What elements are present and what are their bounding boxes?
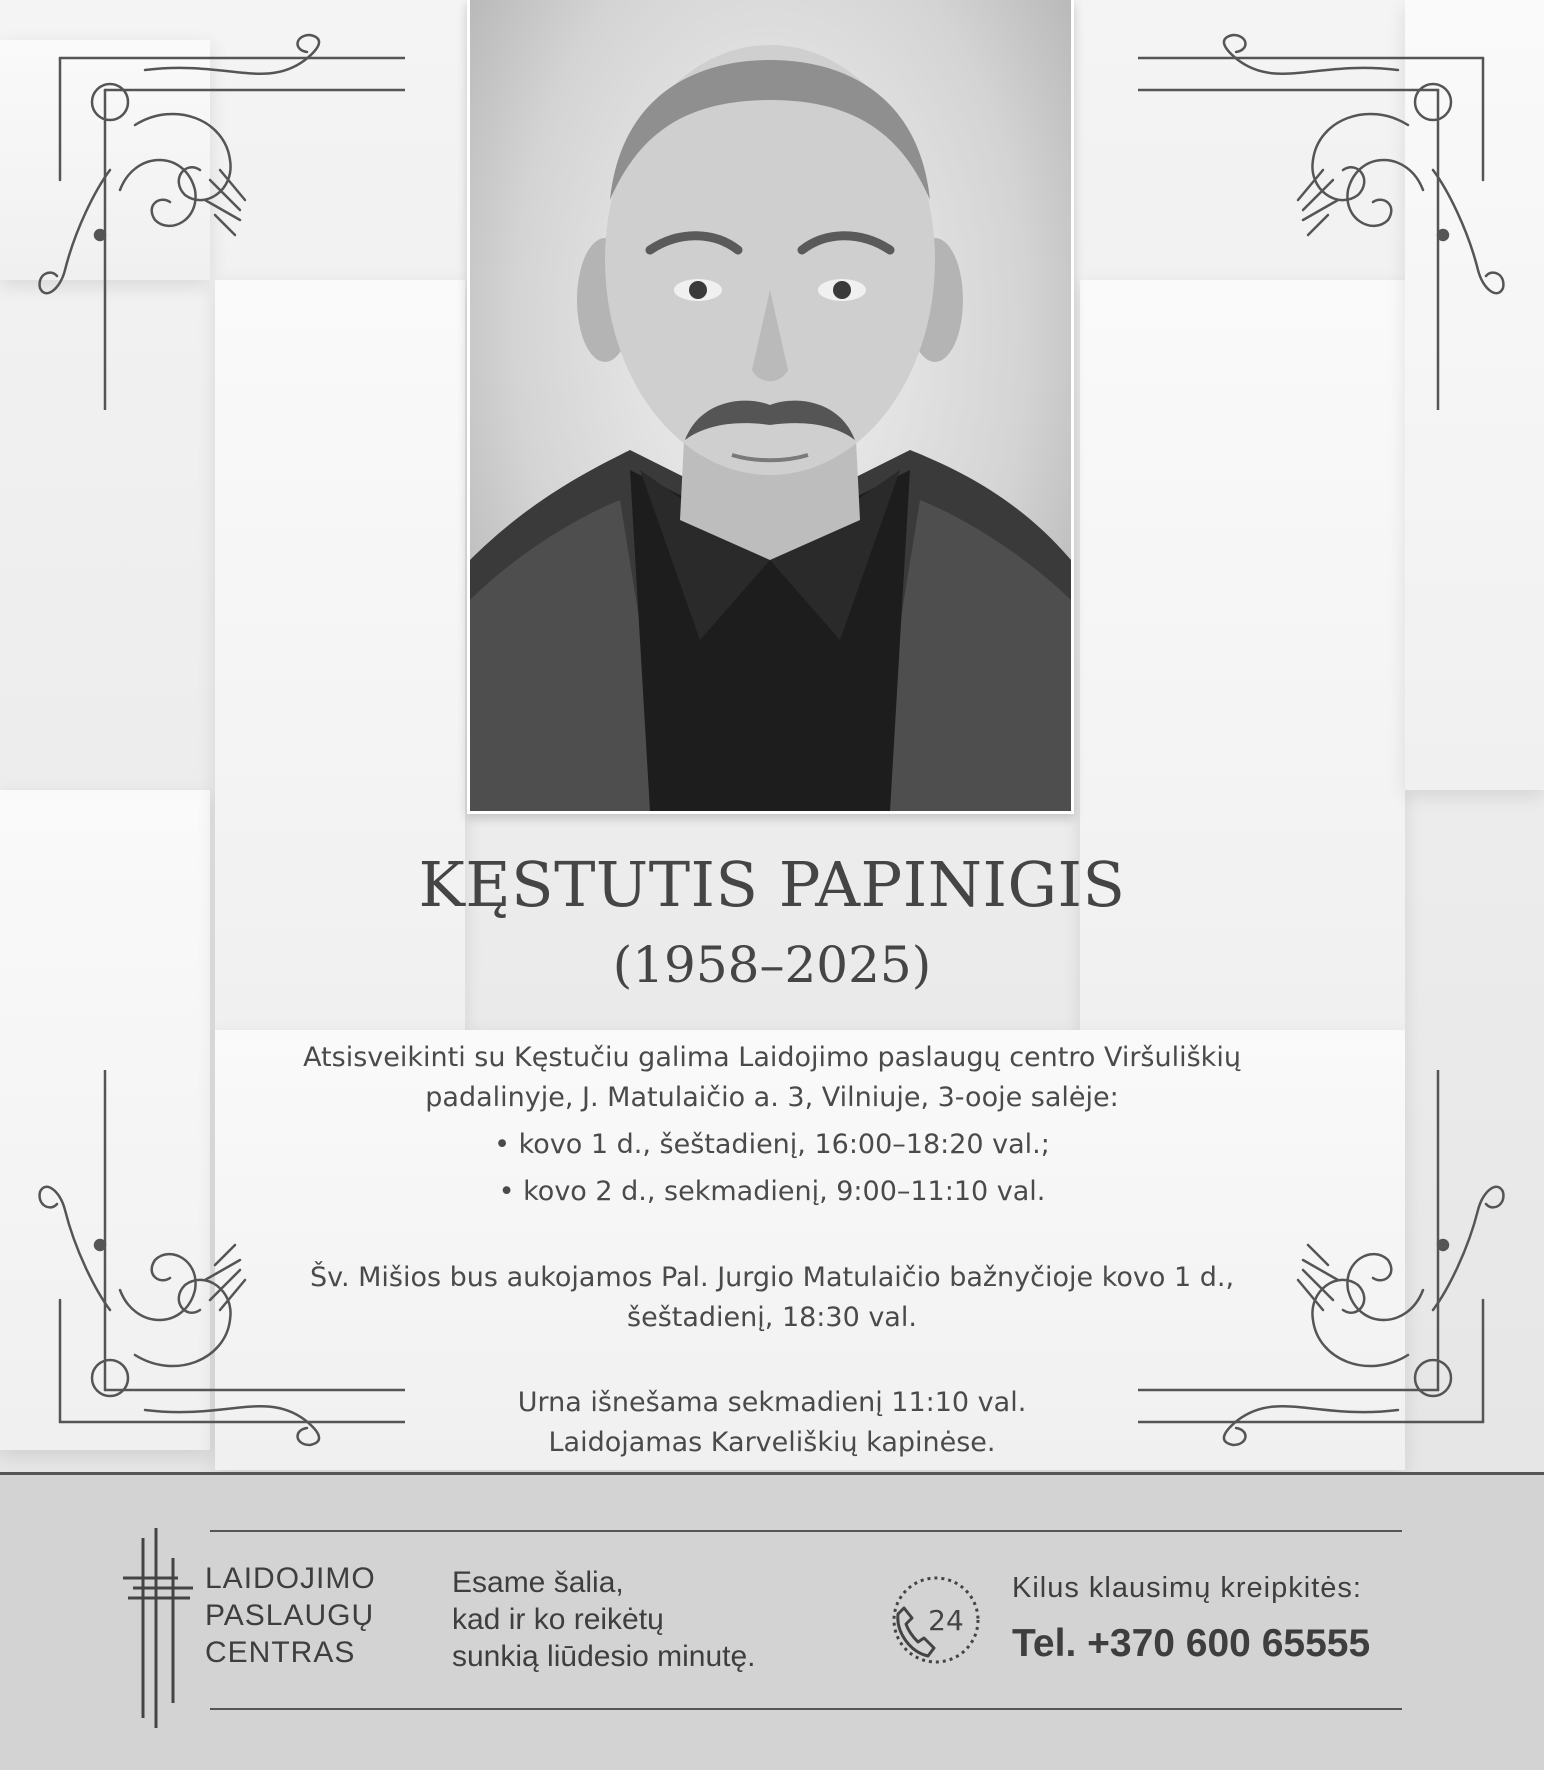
phone-number[interactable]: Tel. +370 600 65555 (1012, 1622, 1371, 1665)
slogan-line: sunkią liūdesio minutę. (452, 1640, 756, 1673)
burial-line: Laidojamas Karveliškių kapinėse. (548, 1427, 996, 1458)
flourish-corner-icon (25, 30, 405, 410)
mass-line-2: šeštadienį, 18:30 val. (627, 1302, 917, 1333)
mass-line-1: Šv. Mišios bus aukojamos Pal. Jurgio Matulaičio bažnyčioje kovo 1 d., (309, 1262, 1235, 1293)
logo-text (205, 1560, 376, 1671)
urn-line: Urna išnešama sekmadienį 11:10 val. (517, 1387, 1027, 1418)
portrait-photo-frame (467, 0, 1074, 814)
portrait-figure (470, 0, 1071, 811)
flourish-corner-icon (1138, 30, 1518, 410)
slogan (452, 1564, 756, 1675)
triple-cross-icon (118, 1528, 198, 1728)
slogan-line: Esame šalia, (452, 1566, 624, 1599)
slogan-line: kad ir ko reikėtų (452, 1603, 664, 1636)
logo-line: PASLAUGŲ (205, 1599, 375, 1632)
logo-line: CENTRAS (205, 1636, 356, 1669)
logo-line: LAIDOJIMO (205, 1562, 376, 1595)
life-years: (1958–2025) (612, 936, 932, 994)
farewell-line-1: Atsisveikinti su Kęstučiu galima Laidojimo paslaugų centro Viršuliškių (303, 1042, 1241, 1073)
footer-top-rule (210, 1530, 1402, 1532)
deceased-name: KĘSTUTIS PAPINIGIS (418, 848, 1126, 921)
schedule-item: • kovo 1 d., šeštadienį, 16:00–18:20 val.; (494, 1129, 1050, 1160)
contact-prompt: Kilus klausimų kreipkitės: (1012, 1572, 1362, 1604)
phone-24h-icon (884, 1572, 986, 1668)
schedule-item: • kovo 2 d., sekmadienį, 9:00–11:10 val. (498, 1176, 1046, 1207)
farewell-line-2: padalinyje, J. Matulaičio a. 3, Vilniuje, 3-ooje salėje: (425, 1082, 1119, 1113)
footer-bottom-rule (210, 1708, 1402, 1710)
portrait-photo (470, 0, 1071, 811)
clock-label: 24 (928, 1604, 964, 1637)
